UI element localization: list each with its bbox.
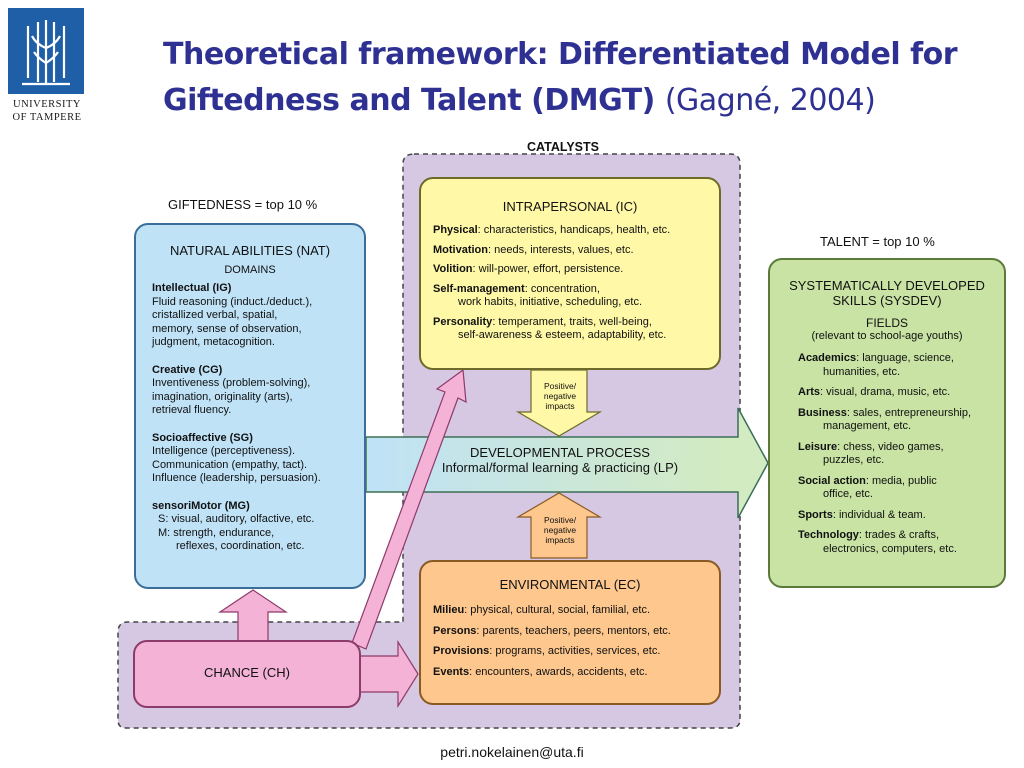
intra-item: Self-management: concentration, work habits, initiative, scheduling, etc. — [433, 282, 643, 308]
nat-group-socioaffective: Socioaffective (SG) Intelligence (perceptiveness). Communication (empathy, tact). Influence (leadership, persuasion). — [152, 431, 321, 484]
env-title: ENVIRONMENTAL (EC) — [499, 577, 641, 592]
sys-item: Leisure: chess, video games, puzzles, etc. — [798, 440, 944, 466]
intra-item: Personality: temperament, traits, well-being, self-awareness & esteem, adaptability, etc. — [433, 315, 667, 341]
intra-item: Motivation: needs, interests, values, etc. — [433, 243, 634, 256]
sys-fields-sub: (relevant to school-age youths) — [811, 330, 963, 342]
intrapersonal-box — [419, 177, 721, 370]
sys-item: Sports: individual & team. — [798, 508, 926, 521]
env-item: Events: encounters, awards, accidents, etc. — [433, 665, 648, 678]
sys-item: Business: sales, entrepreneurship, management, etc. — [798, 406, 972, 432]
chance-label: CHANCE (CH) — [204, 665, 290, 680]
talent-label: TALENT = top 10 % — [820, 234, 935, 249]
nat-group-sensorimotor: sensoriMotor (MG) S: visual, auditory, olfactive, etc. M: strength, endurance, reflexes, coordination, etc. — [152, 499, 315, 552]
intra-title: INTRAPERSONAL (IC) — [502, 199, 638, 214]
developmental-process — [390, 445, 730, 475]
sys-item: Technology: trades & crafts, electronics, computers, etc. — [798, 529, 957, 555]
natural-abilities-box — [134, 223, 366, 589]
environmental-box — [419, 560, 721, 705]
nat-subtitle: DOMAINS — [224, 264, 276, 276]
dev-subtitle: Informal/formal learning & practicing (LP) — [441, 460, 679, 475]
nat-group-intellectual: Intellectual (IG) Fluid reasoning (induct./deduct.), cristallized verbal, spatial, memory, sense of observation, judgment, metacognition. — [152, 282, 313, 348]
impacts-label-top: Positive/ negative impacts — [543, 381, 577, 411]
sys-title-2: SKILLS (SYSDEV) — [832, 293, 942, 308]
nat-group-creative: Creative (CG) Inventiveness (problem-solving), imagination, originality (arts), retrieval fluency. — [152, 363, 311, 416]
intra-item: Physical: characteristics, handicaps, health, etc. — [433, 224, 671, 236]
chance-box — [133, 640, 361, 708]
env-item: Milieu: physical, cultural, social, familial, etc. — [433, 604, 651, 616]
intra-item: Volition: will-power, effort, persistence. — [433, 263, 624, 275]
dev-title: DEVELOPMENTAL PROCESS — [470, 445, 650, 460]
env-item: Provisions: programs, activities, services, etc. — [433, 645, 661, 657]
sys-item: Social action: media, public office, etc. — [798, 474, 937, 500]
footer-email: petri.nokelainen@uta.fi — [440, 744, 584, 760]
giftedness-label: GIFTEDNESS = top 10 % — [168, 197, 318, 212]
sys-item: Arts: visual, drama, music, etc. — [798, 386, 951, 398]
nat-title: NATURAL ABILITIES (NAT) — [169, 243, 331, 258]
sys-item: Academics: language, science, humanities, etc. — [798, 352, 954, 378]
sysdev-box — [768, 258, 1006, 588]
university-name: UNIVERSITY OF TAMPERE — [12, 99, 82, 123]
catalysts-label: CATALYSTS — [527, 140, 599, 154]
page-title: Theoretical framework: Differentiated Model for Giftedness and Talent (DMGT) (Gagné, 2004) — [163, 37, 958, 118]
sys-fields: FIELDS — [865, 316, 908, 330]
sys-title-1: SYSTEMATICALLY DEVELOPED — [789, 278, 985, 293]
env-item: Persons: parents, teachers, peers, mentors, etc. — [433, 624, 671, 637]
impacts-label-bottom: Positive/ negative impacts — [543, 515, 577, 545]
